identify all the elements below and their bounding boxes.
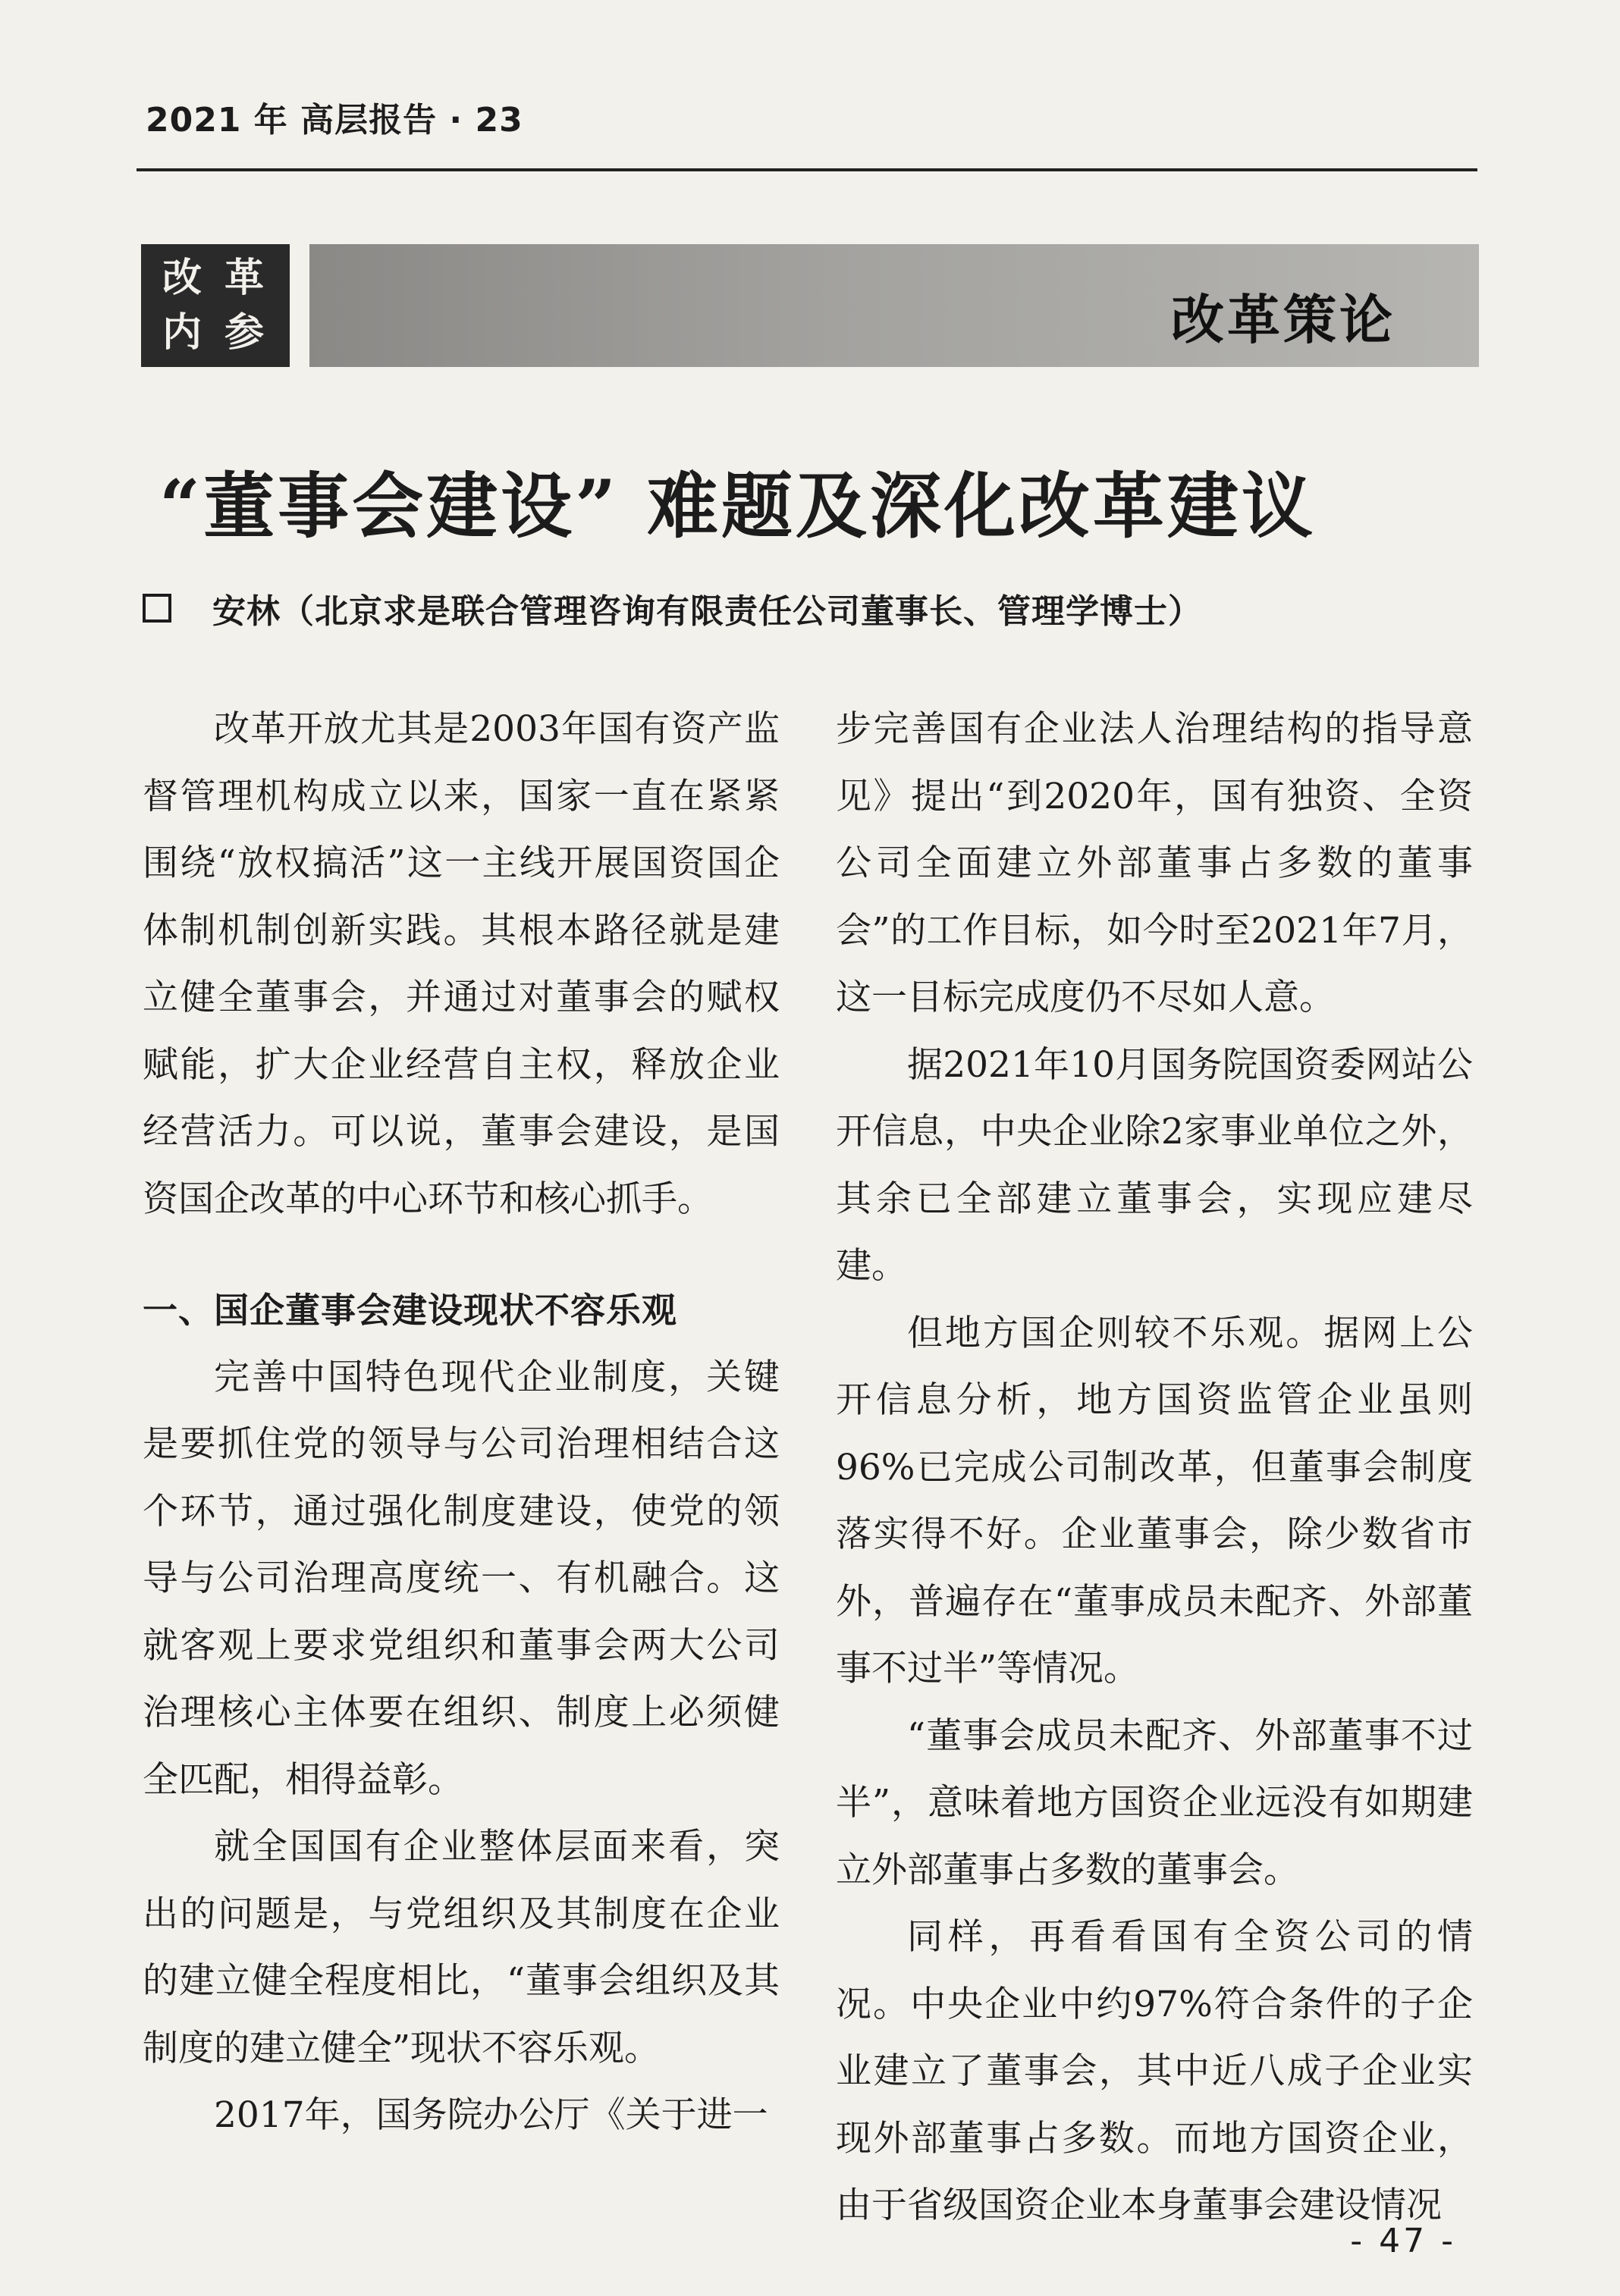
byline-text: 安林（北京求是联合管理咨询有限责任公司董事长、管理学博士）: [212, 592, 1202, 631]
right-column: [836, 696, 1473, 2240]
left-column: [143, 696, 780, 2150]
section-badge-line1: 改 革: [162, 255, 269, 301]
paragraph: “董事会成员未配齐、外部董事不过半”，意味着地方国资企业远没有如期建立外部董事占多数的董事会。: [836, 1714, 1473, 1891]
section-badge-line2: 内 参: [162, 309, 269, 356]
section-banner: [309, 244, 1479, 367]
paragraph: 完善中国特色现代企业制度，关键是要抓住党的领导与公司治理相结合这个环节，通过强化制度建设，使党的领导与公司治理高度统一、有机融合。这就客观上要求党组织和董事会两大公司治理核心主体要在组织、制度上必须健全匹配，相得益彰。: [143, 1356, 780, 1801]
header-rule: [137, 168, 1477, 171]
paragraph: 改革开放尤其是2003年国有资产监督管理机构成立以来，国家一直在紧紧围绕“放权搞活”这一主线开展国资国企体制机制创新实践。其根本路径就是建立健全董事会，并通过对董事会的赋权赋能，扩大企业经营自主权，释放企业经营活力。可以说，董事会建设，是国资国企改革的中心环节和核心抓手。: [143, 708, 780, 1220]
paragraph: 就全国国有企业整体层面来看，突出的问题是，与党组织及其制度在企业的建立健全程度相比，“董事会组织及其制度的建立健全”现状不容乐观。: [143, 1826, 780, 2069]
section-heading: 一、国企董事会建设现状不容乐观: [143, 1290, 677, 1331]
section-badge: [141, 244, 290, 367]
paragraph: 同样，再看看国有全资公司的情况。中央企业中约97%符合条件的子企业建立了董事会，其中近八成子企业实现外部董事占多数。而地方国资企业，由于省级国资企业本身董事会建设情况: [836, 1916, 1473, 2226]
paragraph: 2017年，国务院办公厅《关于进一: [214, 2094, 768, 2136]
page-number: - 47 -: [1350, 2222, 1456, 2260]
running-header: 2021 年 高层报告 · 23: [146, 101, 523, 140]
section-banner-title: 改革策论: [1171, 288, 1396, 351]
byline-box-icon: [143, 594, 171, 623]
article-title: “董事会建设” 难题及深化改革建议: [159, 465, 1316, 548]
paragraph: 但地方国企则较不乐观。据网上公开信息分析，地方国资监管企业虽则96%已完成公司制改革，但董事会制度落实得不好。企业董事会，除少数省市外，普遍存在“董事成员未配齐、外部董事不过半”等情况。: [836, 1312, 1473, 1689]
byline: [143, 584, 1477, 632]
paragraph-continuation: 步完善国有企业法人治理结构的指导意见》提出“到2020年，国有独资、全资公司全面建立外部董事占多数的董事会”的工作目标，如今时至2021年7月，这一目标完成度仍不尽如人意。: [836, 708, 1473, 1018]
paragraph: 据2021年10月国务院国资委网站公开信息，中央企业除2家事业单位之外，其余已全部建立董事会，实现应建尽建。: [836, 1043, 1473, 1287]
